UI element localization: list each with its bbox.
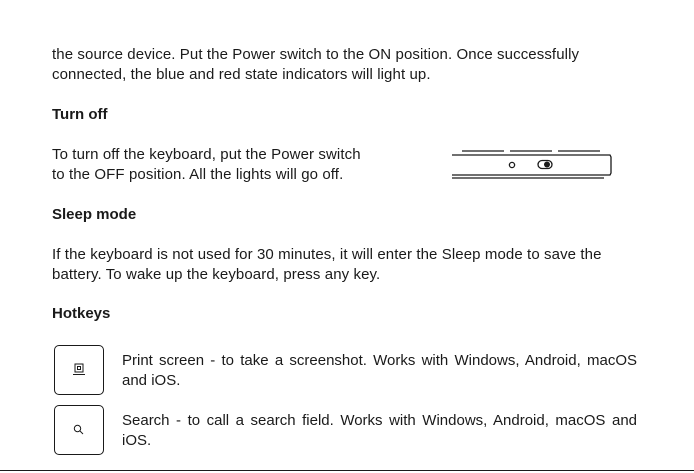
search-description: Search - to call a search field. Works with Windows, Android, macOS and iOS. — [122, 412, 637, 449]
search-keycap — [54, 405, 104, 455]
power-switch-knob-icon — [544, 162, 550, 168]
sleep-mode-line-1: If the keyboard is not used for 30 minutes, it will enter the Sleep mode to save the — [52, 246, 602, 263]
keyboard-side-illustration — [448, 148, 614, 184]
sleep-mode-line-2: battery. To wake up the keyboard, press any key. — [52, 266, 381, 283]
turn-off-line-2: to the OFF position. All the lights will go off. — [52, 166, 344, 183]
turn-off-heading: Turn off — [52, 106, 108, 123]
print-screen-description: Print screen - to take a screenshot. Works with Windows, Android, macOS and iOS. — [122, 352, 637, 389]
turn-off-line-1: To turn off the keyboard, put the Power switch — [52, 146, 361, 163]
sleep-mode-heading: Sleep mode — [52, 206, 137, 223]
hotkeys-heading: Hotkeys — [52, 305, 111, 322]
bottom-divider — [0, 470, 694, 471]
print-screen-icon — [55, 346, 102, 393]
intro-line-2: connected, the blue and red state indicators will light up. — [52, 66, 431, 83]
print-screen-keycap — [54, 345, 104, 395]
intro-line-1: the source device. Put the Power switch to the ON position. Once successfully — [52, 46, 580, 63]
search-icon — [55, 406, 102, 453]
